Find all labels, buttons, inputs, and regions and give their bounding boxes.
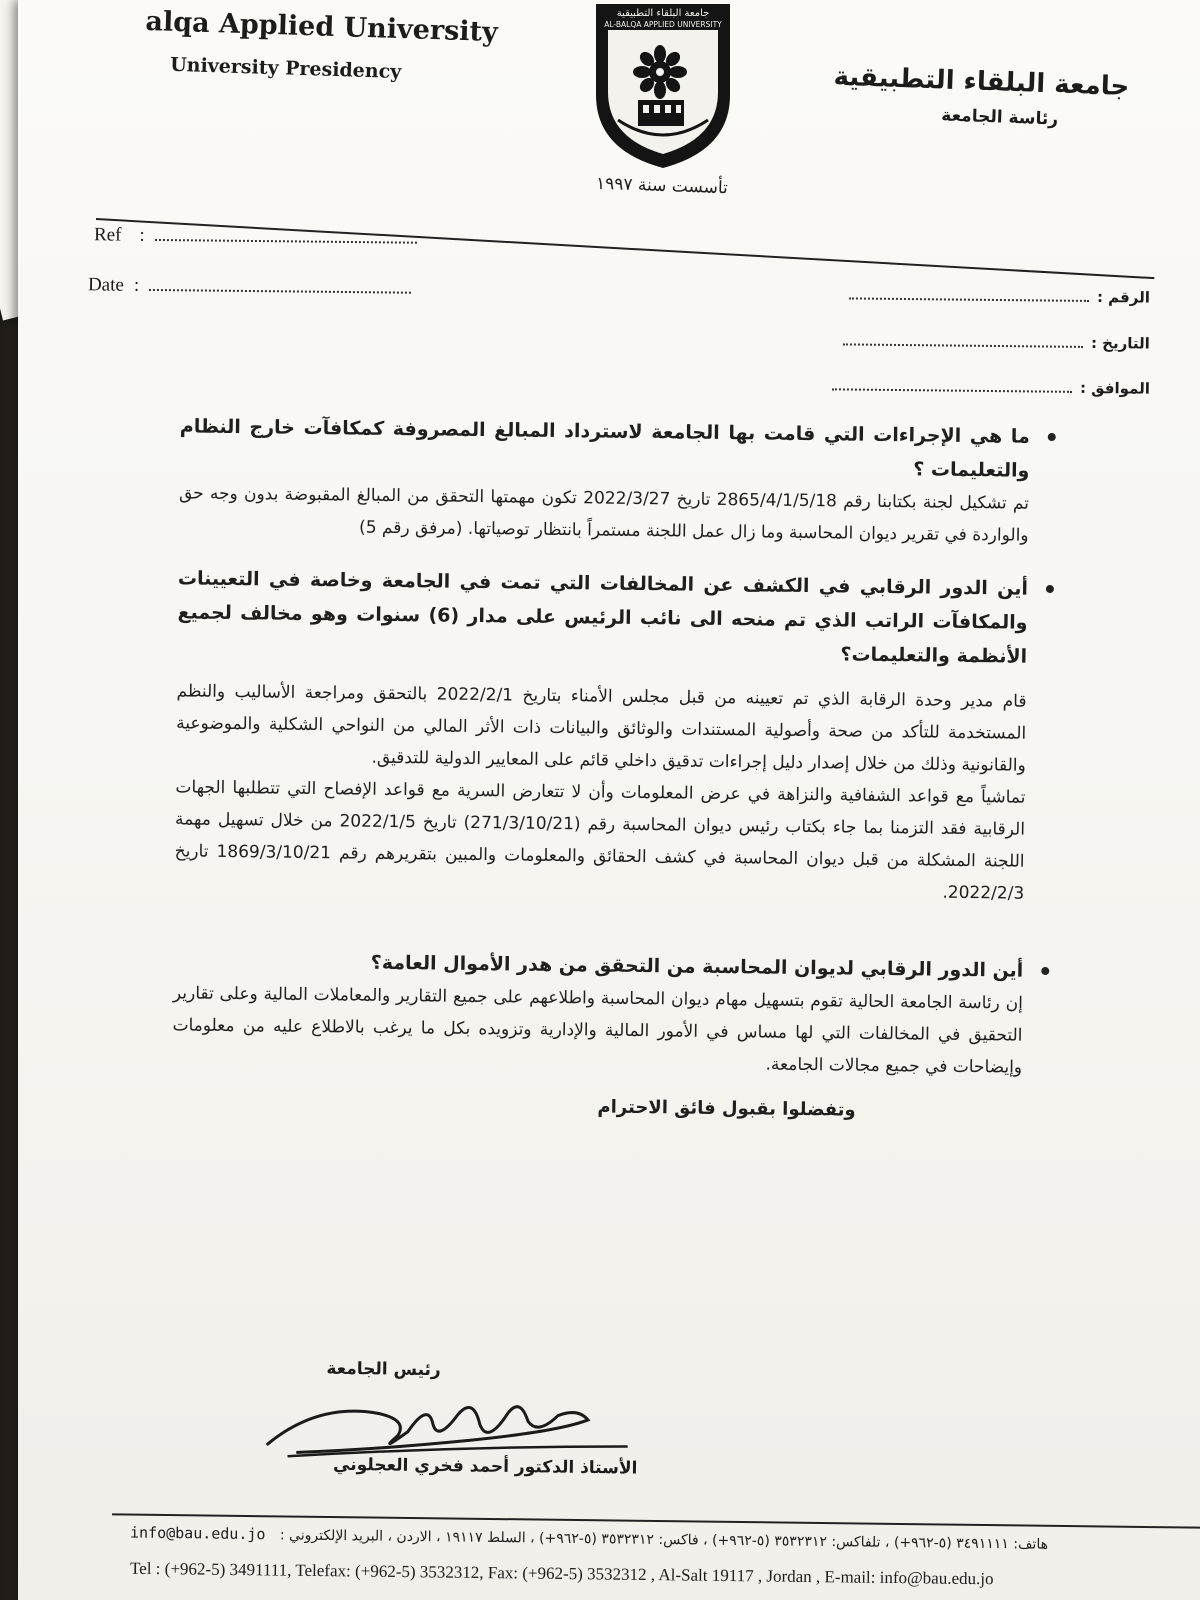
arabic-corresponding-dotted-line bbox=[832, 388, 1072, 393]
arabic-number-dotted-line bbox=[849, 297, 1089, 302]
arabic-number-label: الرقم : bbox=[1096, 288, 1151, 307]
signatory-title: رئيس الجامعة bbox=[326, 1358, 441, 1381]
arabic-letterhead bbox=[832, 62, 1130, 132]
arabic-university-name: جامعة البلقاء التطبيقية bbox=[833, 61, 1130, 102]
arabic-corresponding-field bbox=[832, 376, 1150, 397]
date-field: Date : bbox=[88, 274, 411, 299]
footer-english-contact: Tel : (+962-5) 3491111, Telefax: (+962-5) 3532312, Fax: (+962-5) 3532312 , Al-Salt 19117 , Jordan , E-mail: info@bau.edu.jo bbox=[129, 1558, 994, 1589]
handwritten-signature-icon bbox=[257, 1382, 638, 1467]
question-3: أين الدور الرقابي لديوان المحاسبة من التحقق من هدر الأموال العامة؟ bbox=[173, 943, 1043, 988]
english-letterhead bbox=[144, 6, 498, 86]
logo-english-text: AL-BALQA APPLIED UNIVERSITY bbox=[604, 20, 722, 29]
answer-2-paragraph-2: تماشياً مع قواعد الشفافية والنزاهة في عرض المعلومات وأن لا تتعارض السرية مع قواعد الإفصاح التي تتطلبها الجهات الرقابية فقد التزمنا بما جاء بكتاب رئيس ديوان المحاسبة رقم (271/3/10/21) تاريخ 2022/1/5 من خلال تسهيل مهمة اللجنة المشكلة من قبل ديوان المحاسبة في كشف الحقائق والمعلومات والمبين بتقريرهم رقم 1869/3/10/21 تاريخ 2022/2/3. bbox=[174, 777, 1026, 904]
footer-arabic-line bbox=[130, 1524, 1190, 1555]
letter-page bbox=[18, 0, 1200, 1600]
answer-3: إن رئاسة الجامعة الحالية تقوم بتسهيل مهام ديوان المحاسبة واطلاعهم على جميع التقارير والمعاملات المالية وعلى تقارير التحقيق في المخالفات التي لها مساس في الأمور المالية والإدارية وتزويده بكل ما يرغب بالاطلاع عليه من معلومات وإيضاحات في جميع مجالات الجامعة. bbox=[172, 983, 1023, 1078]
footer-email: info@bau.edu.jo bbox=[129, 1523, 266, 1544]
university-logo-icon bbox=[588, 0, 738, 170]
founded-year: تأسست سنة ١٩٩٧ bbox=[595, 173, 729, 199]
arabic-corresponding-label: الموافق : bbox=[1079, 378, 1151, 398]
date-label: Date bbox=[87, 274, 124, 296]
signatory-name: الأستاذ الدكتور أحمد فخري العجلوني bbox=[332, 1454, 638, 1479]
date-dotted-line bbox=[149, 287, 411, 294]
arabic-presidency: رئاسة الجامعة bbox=[941, 105, 1059, 130]
arabic-date-dotted-line bbox=[843, 343, 1083, 348]
letter-body bbox=[171, 409, 1050, 1123]
ref-dotted-line bbox=[155, 237, 417, 244]
signature-block bbox=[217, 1357, 638, 1478]
answer-1: تم تشكيل لجنة بكتابنا رقم 2865/4/1/5/18 تاريخ 2022/3/27 تكون مهمتها التحقق من المبالغ المقبوضة بدون وجه حق والواردة في تقرير ديوان المحاسبة وما زال عمل اللجنة مستمراً بانتظار توصياتها. (مرفق رقم 5) bbox=[178, 483, 1030, 546]
ref-label: Ref bbox=[93, 224, 122, 246]
answer-2-paragraph-1: قام مدير وحدة الرقابة الذي تم تعيينه من قبل مجلس الأمناء بتاريخ 2022/2/1 بالتحقق ومراجعة الأساليب والنظم المستخدمة للتأكد من صحة وأصولية المستندات والوثائق والبيانات ذات الأثر المالي من النواحي الشكلية والموضوعية والقانونية وذلك من خلال إصدار دليل إجراءات تدقيق داخلي قائم على المعايير الدولية للتدقيق. bbox=[176, 681, 1027, 776]
question-2: أين الدور الرقابي في الكشف عن المخالفات التي تمت في الجامعة وخاصة في التعيينات والمكافآت الراتب الذي تم منحه الى نائب الرئيس على مدار (6) سنوات وهو مخالف لجميع الأنظمة والتعليمات؟ bbox=[177, 561, 1048, 674]
arabic-number-field bbox=[849, 285, 1150, 306]
english-presidency: University Presidency bbox=[169, 53, 402, 84]
question-1: ما هي الإجراءات التي قامت بها الجامعة لاسترداد المبالغ المصروفة كمكافآت خارج النظام والتعليمات ؟ bbox=[179, 409, 1050, 488]
arabic-date-field bbox=[843, 331, 1150, 352]
footer-arabic-contact: هاتف: ٣٤٩١١١١ (٥-٩٦٢+) ، تلفاكس: ٣٥٣٢٣١٢ (٥-٩٦٢+) ، فاكس: ٣٥٣٢٣١٢ (٥-٩٦٢+) ، السلط ١٩١١٧ ، الاردن ، البريد الإلكتروني : bbox=[279, 1527, 1049, 1553]
english-university-name: alqa Applied University bbox=[145, 6, 499, 49]
arabic-date-label: التاريخ : bbox=[1091, 333, 1151, 353]
closing-line: وتفضلوا بقبول فائق الاحترام bbox=[597, 1096, 856, 1121]
logo-arabic-text: جامعة البلقاء التطبيقية bbox=[616, 8, 710, 19]
ref-field: Ref : bbox=[94, 224, 417, 249]
